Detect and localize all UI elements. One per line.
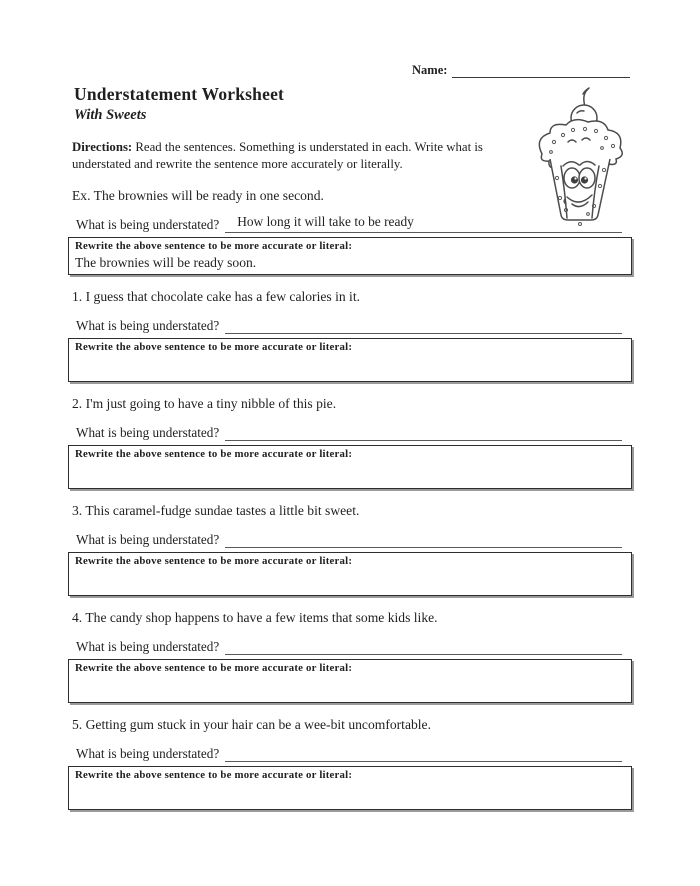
rewrite-box-label: Rewrite the above sentence to be more accurate or literal:	[75, 341, 353, 353]
page-title: Understatement Worksheet	[74, 84, 285, 104]
question-sentence: 4. The candy shop happens to have a few items that some kids like.	[72, 610, 438, 625]
example-rewrite-box	[68, 237, 632, 275]
question-blank-line	[225, 636, 622, 655]
name-label: Name:	[412, 63, 448, 77]
question-label: What is being understated?	[76, 425, 220, 440]
question-item	[68, 289, 632, 382]
question-item	[68, 610, 632, 703]
rewrite-box-label: Rewrite the above sentence to be more accurate or literal:	[75, 555, 353, 567]
rewrite-box	[68, 766, 632, 810]
example-question-row	[76, 214, 622, 233]
page-subtitle: With Sweets	[74, 107, 147, 123]
question-sentence: 3. This caramel-fudge sundae tastes a little bit sweet.	[72, 503, 360, 518]
directions-text: Read the sentences. Something is understated in each. Write what is understated and rewrite the sentence more accurately or literally.	[72, 140, 483, 171]
question-blank-line	[225, 315, 622, 334]
question-sentence: 5. Getting gum stuck in your hair can be a wee-bit uncomfortable.	[72, 717, 431, 732]
question-row	[76, 422, 622, 441]
directions-label: Directions:	[72, 140, 133, 154]
name-blank-line	[452, 62, 630, 78]
example-section	[68, 188, 632, 275]
example-sentence: Ex. The brownies will be ready in one second.	[72, 188, 324, 203]
questions-list	[68, 289, 632, 810]
question-blank-line	[225, 743, 622, 762]
rewrite-box-label: Rewrite the above sentence to be more accurate or literal:	[75, 662, 353, 674]
rewrite-box	[68, 552, 632, 596]
example-rewrite-answer: The brownies will be ready soon.	[75, 255, 257, 270]
question-label: What is being understated?	[76, 318, 220, 333]
rewrite-box	[68, 445, 632, 489]
rewrite-box-label: Rewrite the above sentence to be more accurate or literal:	[75, 769, 353, 781]
example-answer-line: How long it will take to be ready	[225, 214, 622, 233]
question-item	[68, 396, 632, 489]
directions	[72, 139, 540, 173]
question-sentence: 2. I'm just going to have a tiny nibble of this pie.	[72, 396, 337, 411]
name-field-row	[412, 62, 630, 78]
rewrite-box-label: Rewrite the above sentence to be more accurate or literal:	[75, 448, 353, 460]
question-sentence: 1. I guess that chocolate cake has a few calories in it.	[72, 289, 360, 304]
question-item	[68, 717, 632, 810]
rewrite-box	[68, 659, 632, 703]
question-row	[76, 636, 622, 655]
question-blank-line	[225, 529, 622, 548]
rewrite-box	[68, 338, 632, 382]
worksheet-body	[68, 188, 632, 810]
question-label: What is being understated?	[76, 639, 220, 654]
question-row	[76, 743, 622, 762]
rewrite-box-label: Rewrite the above sentence to be more accurate or literal:	[75, 240, 353, 252]
question-row	[76, 315, 622, 334]
question-item	[68, 503, 632, 596]
question-blank-line	[225, 422, 622, 441]
question-row	[76, 529, 622, 548]
question-label: What is being understated?	[76, 746, 220, 761]
question-label: What is being understated?	[76, 217, 220, 232]
question-label: What is being understated?	[76, 532, 220, 547]
